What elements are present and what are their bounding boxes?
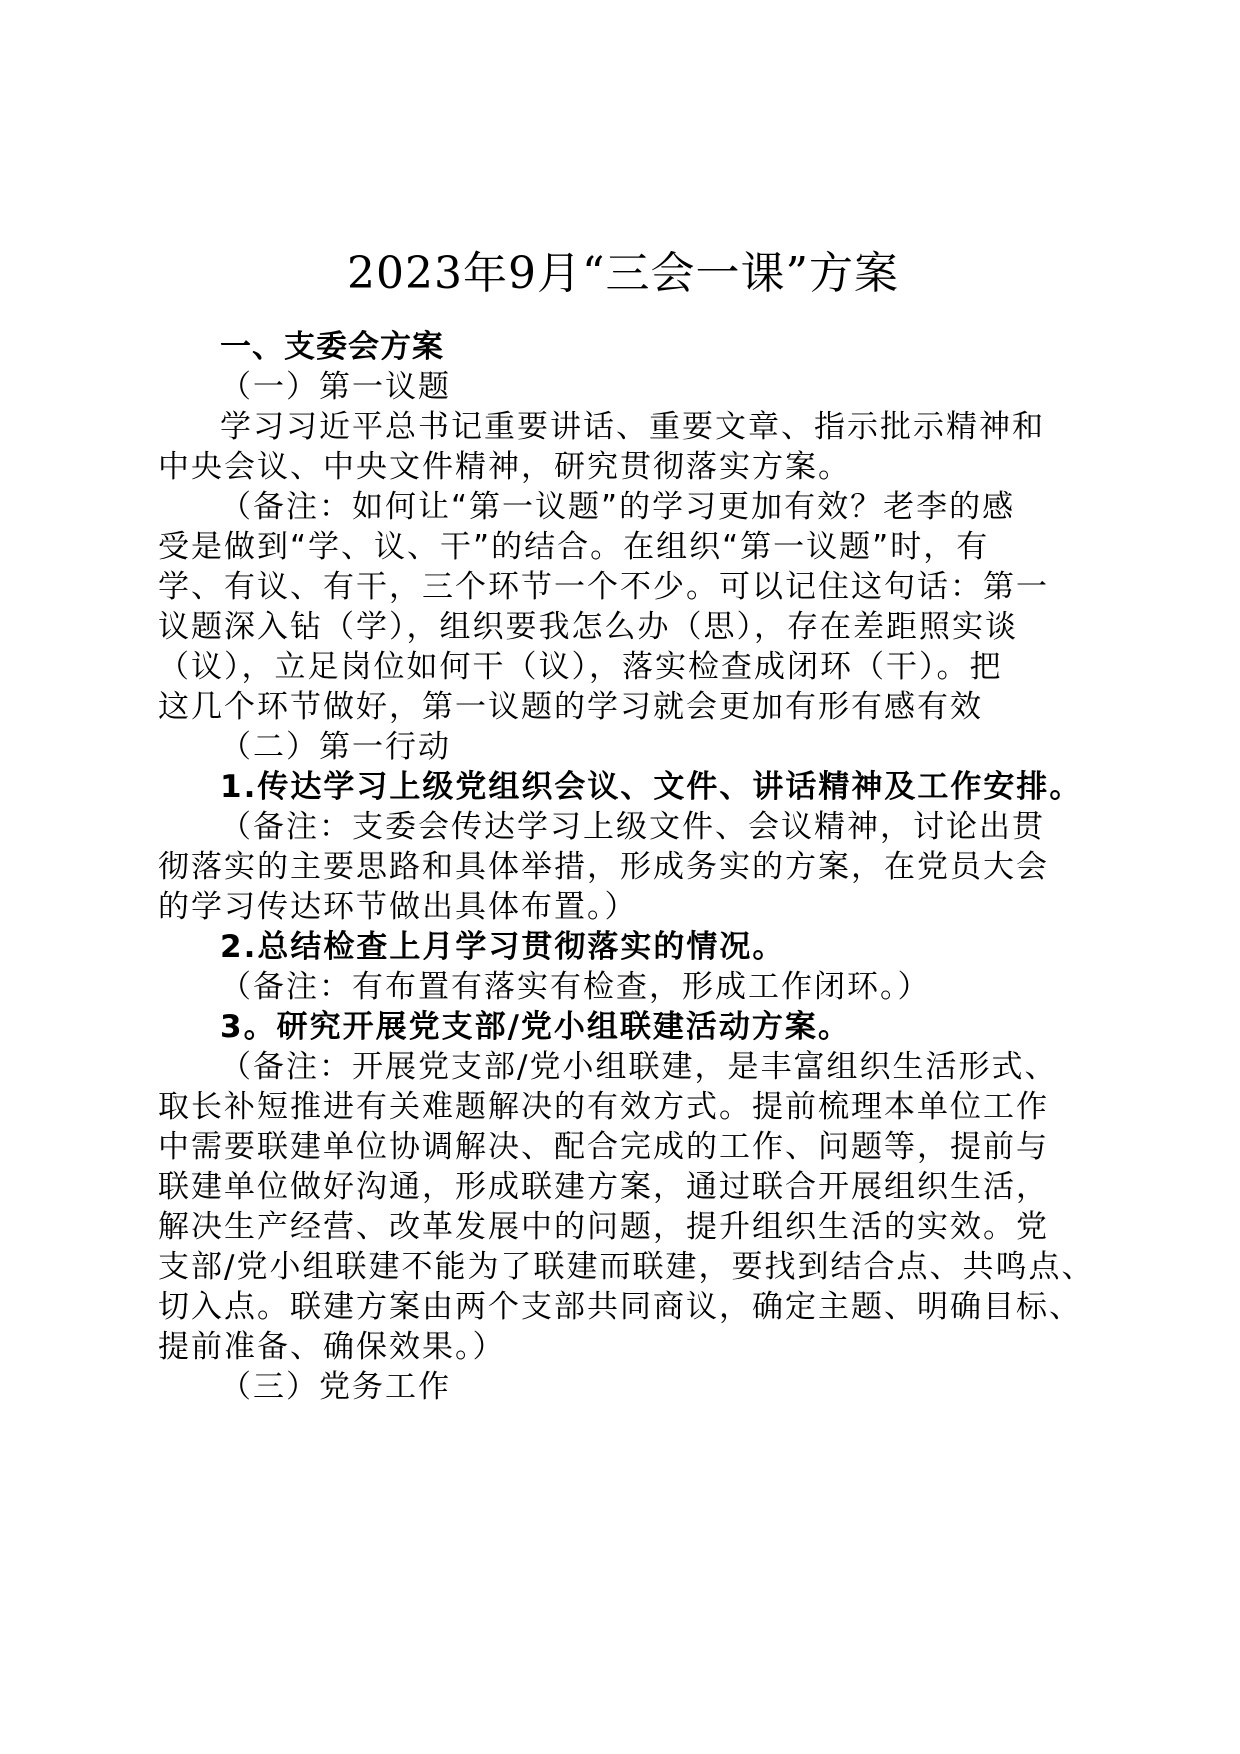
subsection-heading-1: （一）第一议题: [220, 368, 451, 405]
paragraph-line: （备注：支委会传达学习上级文件、会议精神，讨论出贯: [220, 808, 1045, 845]
paragraph-line: 议题深入钻（学），组织要我怎么办（思），存在差距照实谈: [158, 608, 1018, 645]
paragraph-line: 取长补短推进有关难题解决的有效方式。提前梳理本单位工作: [158, 1088, 1049, 1125]
paragraph-line: 联建单位做好沟通，形成联建方案，通过联合开展组织生活，: [158, 1168, 1049, 1205]
paragraph-line: （议），立足岗位如何干（议），落实检查成闭环（干）。把: [158, 648, 1003, 685]
paragraph-line: （备注：开展党支部/党小组联建，是丰富组织生活形式、: [220, 1048, 1058, 1085]
subsection-heading-3: （三）党务工作: [220, 1368, 451, 1405]
paragraph-line: 中需要联建单位协调解决、配合完成的工作、问题等，提前与: [158, 1128, 1049, 1165]
paragraph-line: 学、有议、有干，三个环节一个不少。可以记住这句话：第一: [158, 568, 1049, 605]
paragraph-line: 彻落实的主要思路和具体举措，形成务实的方案，在党员大会: [158, 848, 1049, 885]
section-heading-1: 一、支委会方案: [220, 328, 444, 365]
paragraph-line: （备注：如何让“第一议题”的学习更加有效？老李的感: [220, 488, 1016, 525]
document-title: 2023年9月“三会一课”方案: [347, 248, 899, 299]
paragraph-line: 解决生产经营、改革发展中的问题，提升组织生活的实效。党: [158, 1208, 1049, 1245]
paragraph-study: [158, 407, 1088, 487]
paragraph-note-item-1: [158, 807, 1088, 927]
paragraph-line: 切入点。联建方案由两个支部共同商议，确定主题、明确目标、: [158, 1288, 1082, 1325]
paragraph-note-first-topic: [158, 487, 1088, 727]
paragraph-line: 支部/党小组联建不能为了联建而联建，要找到结合点、共鸣点、: [158, 1248, 1095, 1285]
paragraph-line: 中央会议、中央文件精神，研究贯彻落实方案。: [158, 448, 851, 485]
item-heading-2: 2.总结检查上月学习贯彻落实的情况。: [220, 928, 786, 965]
paragraph-note-item-2: （备注：有布置有落实有检查，形成工作闭环。）: [220, 968, 931, 1005]
subsection-heading-2: （二）第一行动: [220, 728, 451, 765]
paragraph-note-item-3: [158, 1047, 1095, 1367]
paragraph-line: 受是做到“学、议、干”的结合。在组织“第一议题”时，有: [158, 528, 990, 565]
document-body: [158, 248, 1095, 1407]
paragraph-line: 学习习近平总书记重要讲话、重要文章、指示批示精神和: [220, 408, 1045, 445]
item-heading-3: 3。研究开展党支部/党小组联建活动方案。: [220, 1008, 851, 1045]
item-heading-1: 1.传达学习上级党组织会议、文件、讲话精神及工作安排。: [220, 768, 1083, 805]
paragraph-line: 这几个环节做好，第一议题的学习就会更加有形有感有效: [158, 688, 983, 725]
paragraph-line: 的学习传达环节做出具体布置。）: [158, 888, 638, 925]
paragraph-line: 提前准备、确保效果。）: [158, 1328, 506, 1365]
